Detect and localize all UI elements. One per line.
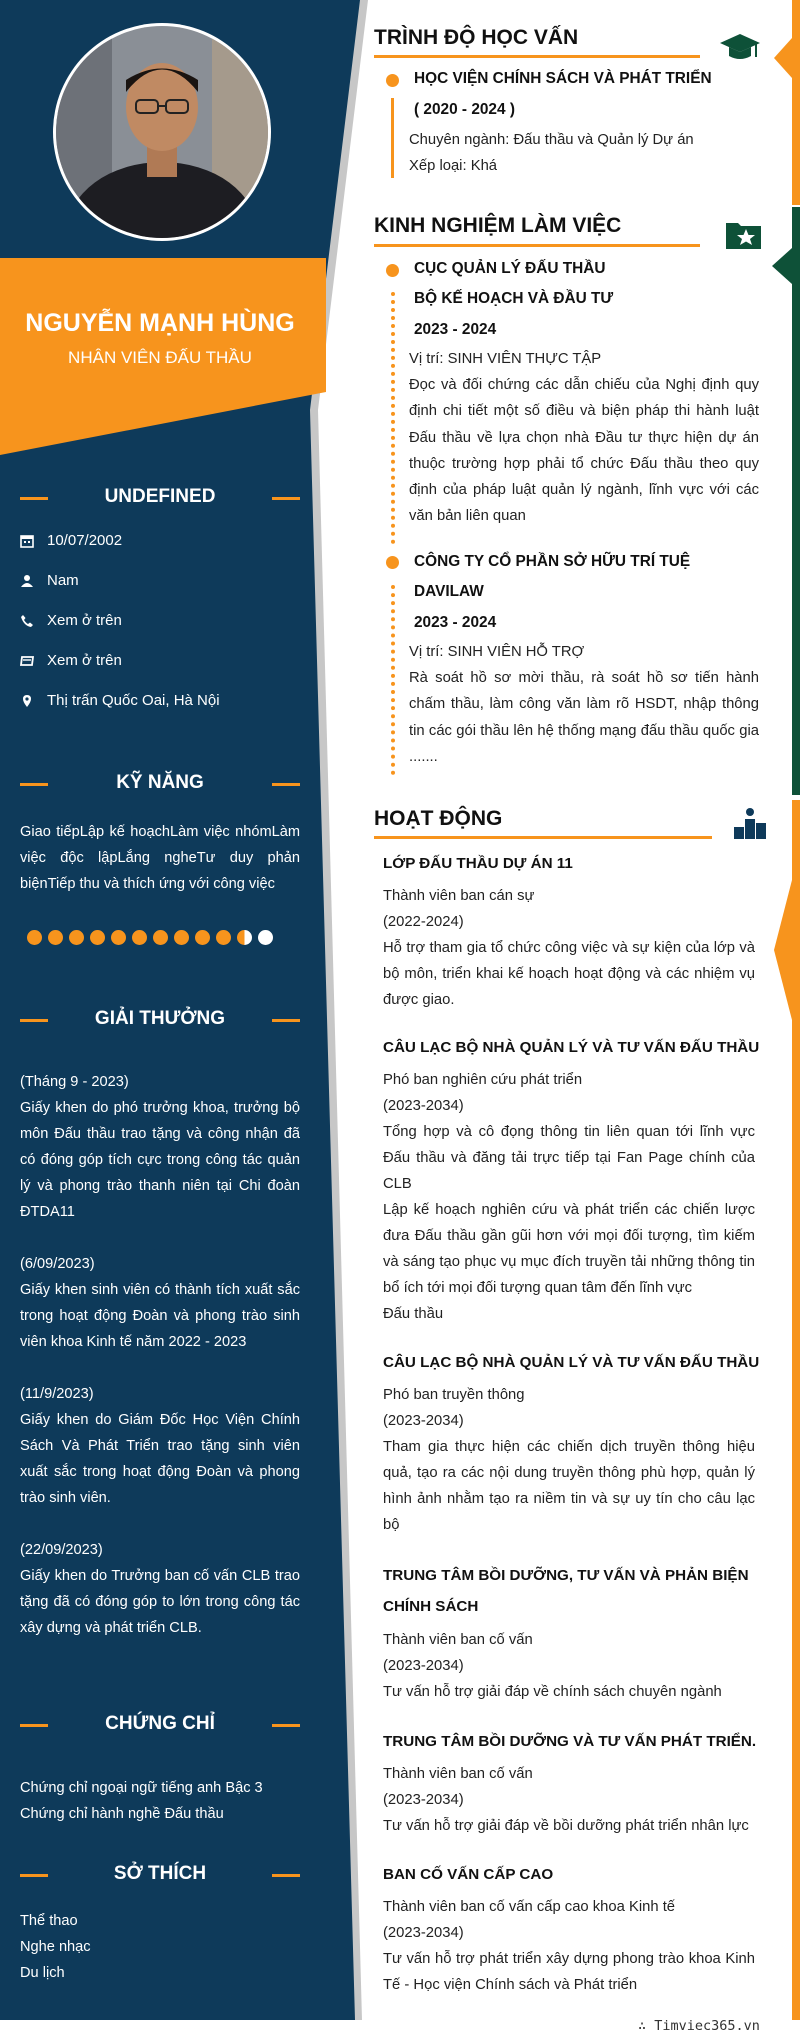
right-ornament-1: [792, 0, 800, 205]
certificate-item: Chứng chỉ hành nghề Đấu thầu: [20, 1806, 224, 1822]
activity-description: Lập kế hoạch nghiên cứu và phát triển các chiến lược đưa Đấu thầu gần gũi hơn với mọi đối tượng, tìm kiếm và sáng tạo phục vụ mục đích truyền tải những thông tin bổ ích tới mọi đối tượng quan tâm đến lĩnh vực: [383, 1202, 755, 1296]
podium-icon: [730, 805, 770, 841]
activity-2: [383, 1067, 755, 1327]
title-decor-left: [20, 497, 48, 500]
activity-3: [383, 1382, 755, 1538]
activities-section-title: HOẠT ĐỘNG: [374, 807, 503, 830]
hobby-item: Thể thao: [20, 1913, 78, 1929]
award-item-3: [20, 1381, 300, 1511]
activity-period: (2022-2024): [383, 914, 464, 930]
hobbies-list: [20, 1908, 300, 1986]
award-date: (22/09/2023): [20, 1542, 103, 1558]
folder-star-icon: [724, 217, 764, 253]
skill-dot: [90, 930, 105, 945]
location-icon: [20, 694, 34, 708]
award-date: (Tháng 9 - 2023): [20, 1074, 129, 1090]
activity-name: TRUNG TÂM BỒI DƯỠNG, TƯ VẤN VÀ PHẢN BIỆN CHÍNH SÁCH: [383, 1567, 749, 1615]
activity-name: LỚP ĐẤU THẦU DỰ ÁN 11: [383, 855, 573, 872]
skill-dot: [237, 930, 252, 945]
info-gender: [20, 571, 310, 591]
email-icon: [20, 654, 34, 668]
timeline-bullet: [386, 556, 399, 569]
hobbies-title-text: SỞ THÍCH: [113, 1863, 207, 1884]
activity-description: Tư vấn hỗ trợ giải đáp về chính sách chuyên ngành: [383, 1684, 722, 1700]
experience-underline: [374, 244, 700, 247]
avatar: [52, 22, 272, 242]
activities-underline: [374, 836, 712, 839]
skill-dot: [132, 930, 147, 945]
activity-description: Tham gia thực hiện các chiến dịch truyền thông hiệu quả, tạo ra các nội dung truyền thông phù hợp, quản lý hình ảnh nhằm tạo ra niềm tin và sự uy tín cho câu lạc bộ: [383, 1439, 755, 1533]
activity-description: Đấu thầu: [383, 1306, 444, 1322]
skill-dot: [258, 930, 273, 945]
experience-org: CÔNG TY CỔ PHẦN SỞ HỮU TRÍ TUỆ: [414, 553, 691, 570]
info-address: [20, 691, 310, 711]
personal-section-title: [18, 486, 302, 508]
right-ornament-3-tip: [774, 880, 792, 1020]
activity-name: CÂU LẠC BỘ NHÀ QUẢN LÝ VÀ TƯ VẤN ĐẤU THẦU: [383, 1039, 760, 1056]
skill-dot: [174, 930, 189, 945]
experience-timeline-dots: [391, 585, 399, 775]
certificate-item: Chứng chỉ ngoại ngữ tiếng anh Bậc 3: [20, 1780, 263, 1796]
certificates-section-title: [18, 1713, 302, 1735]
title-decor-right: [272, 783, 300, 786]
certificates-list: [20, 1775, 300, 1827]
skill-rating: [27, 930, 287, 946]
calendar-icon: [20, 534, 34, 548]
right-ornament-2: [792, 207, 800, 795]
activity-period: (2023-2034): [383, 1098, 464, 1114]
info-phone: [20, 611, 310, 631]
graduation-cap-icon: [720, 30, 760, 66]
activity-name: CÂU LẠC BỘ NHÀ QUẢN LÝ VÀ TƯ VẤN ĐẤU THẦU: [383, 1354, 760, 1371]
right-ornament-2-tip: [772, 248, 792, 284]
award-text: Giấy khen do Giám Đốc Học Viện Chính Sách Và Phát Triển trao tặng sinh viên xuất sắc trong hoạt động Đoàn và phong trào sinh viên.: [20, 1412, 300, 1506]
experience-org-sub: DAVILAW: [414, 583, 484, 600]
dots-icon: ∴: [638, 2018, 655, 2034]
right-ornament-3: [792, 800, 800, 2020]
skill-dot: [69, 930, 84, 945]
education-major: Chuyên ngành: Đấu thầu và Quản lý Dự án: [409, 132, 694, 148]
awards-title-text: GIẢI THƯỞNG: [94, 1008, 226, 1029]
experience-position: Vị trí: SINH VIÊN THỰC TẬP: [409, 351, 602, 367]
timeline-bullet: [386, 264, 399, 277]
activity-name: TRUNG TÂM BỒI DƯỠNG VÀ TƯ VẤN PHÁT TRIỂN.: [383, 1733, 757, 1750]
title-decor-left: [20, 1874, 48, 1877]
activity-role: Thành viên ban cố vấn cấp cao khoa Kinh tế: [383, 1899, 676, 1915]
footer-brand: [638, 2018, 760, 2034]
education-section-title: TRÌNH ĐỘ HỌC VẤN: [374, 26, 579, 49]
phone-icon: [20, 614, 34, 628]
award-text: Giấy khen do phó trưởng khoa, trưởng bộ môn Đấu thầu trao tặng và công nhận đã có đóng góp tích cực trong công tác quản lý và phong trào thanh niên tại Chi đoàn ĐTDA11: [20, 1100, 300, 1220]
info-birthdate: [20, 531, 310, 551]
gender-text: Nam: [47, 572, 79, 589]
education-timeline-line: [391, 98, 394, 178]
activity-role: Phó ban truyền thông: [383, 1387, 525, 1403]
skill-dot: [27, 930, 42, 945]
experience-timeline-dots: [391, 292, 399, 544]
activity-description: Tổng hợp và cô đọng thông tin liên quan tới lĩnh vực Đấu thầu và đăng tải trực tiếp tại Fan Page chính của CLB: [383, 1124, 755, 1192]
experience-description: Đọc và đối chứng các dẫn chiếu của Nghị định quy định chi tiết một số điều và biện pháp thi hành luật Đấu thầu về lựa chọn nhà Đầu tư thực hiện dự án thuộc trường hợp phải tổ chức Đấu thầu theo quy định của pháp luật quản lý ngành, lĩnh vực với các văn bản liên quan: [409, 377, 759, 525]
info-email: [20, 651, 310, 671]
activity-6: [383, 1894, 755, 1998]
experience-org: CỤC QUẢN LÝ ĐẤU THẦU: [414, 260, 606, 277]
certificates-title-text: CHỨNG CHỈ: [105, 1713, 215, 1734]
experience-position: Vị trí: SINH VIÊN HỖ TRỢ: [409, 644, 585, 660]
activity-description: Tư vấn hỗ trợ phát triển xây dựng phong trào khoa Kinh Tế - Học viện Chính sách và Phát triển: [383, 1951, 755, 1993]
activity-role: Thành viên ban cố vấn: [383, 1632, 533, 1648]
skill-dot: [195, 930, 210, 945]
title-decor-right: [272, 1019, 300, 1022]
awards-section-title: [18, 1008, 302, 1030]
profile-role: NHÂN VIÊN ĐẤU THẦU: [68, 348, 252, 367]
award-text: Giấy khen sinh viên có thành tích xuất sắc trong hoạt động Đoàn và phong trào sinh viên khoa Kinh tế năm 2022 - 2023: [20, 1282, 300, 1350]
hobbies-section-title: [18, 1863, 302, 1885]
activity-role: Phó ban nghiên cứu phát triển: [383, 1072, 583, 1088]
activity-5: [383, 1761, 755, 1839]
phone-text: Xem ở trên: [47, 612, 122, 629]
hobby-item: Du lịch: [20, 1965, 65, 1981]
award-item-2: [20, 1251, 300, 1355]
footer-brand-text: Timviec365.vn: [654, 2018, 760, 2034]
title-decor-left: [20, 783, 48, 786]
education-period: ( 2020 - 2024 ): [414, 101, 515, 118]
experience-org-sub: BỘ KẾ HOẠCH VÀ ĐẦU TƯ: [414, 290, 614, 307]
timeline-bullet: [386, 74, 399, 87]
title-decor-right: [272, 1874, 300, 1877]
experience-description: Rà soát hồ sơ mời thầu, rà soát hồ sơ tiến hành chấm thầu, làm công văn làm rõ HSDT, nhập thông tin các gói thầu lên hệ thống mạng đấu thầu quốc gia .......: [409, 670, 759, 765]
education-underline: [374, 55, 700, 58]
title-decor-right: [272, 497, 300, 500]
award-item-4: [20, 1537, 300, 1641]
experience-period: 2023 - 2024: [414, 321, 497, 338]
skill-dot: [153, 930, 168, 945]
profile-name: NGUYỄN MẠNH HÙNG: [25, 309, 295, 337]
title-decor-right: [272, 1724, 300, 1727]
experience-period: 2023 - 2024: [414, 614, 497, 631]
title-decor-left: [20, 1724, 48, 1727]
activity-name: BAN CỐ VẤN CẤP CAO: [383, 1866, 554, 1883]
user-icon: [20, 574, 34, 588]
education-school: HỌC VIỆN CHÍNH SÁCH VÀ PHÁT TRIỂN: [414, 70, 712, 87]
skill-dot: [48, 930, 63, 945]
skills-section-title: [18, 772, 302, 794]
award-item-1: [20, 1069, 300, 1225]
skills-text: Giao tiếpLập kế hoạchLàm việc nhómLàm việc độc lậpLắng ngheTư duy phản biệnTiếp thu và thích ứng với công việc: [20, 824, 300, 892]
activity-role: Thành viên ban cán sự: [383, 888, 535, 904]
activity-role: Thành viên ban cố vấn: [383, 1766, 533, 1782]
experience-section-title: KINH NGHIỆM LÀM VIỆC: [374, 214, 622, 237]
skills-title-text: KỸ NĂNG: [116, 772, 204, 793]
right-ornament-1-tip: [774, 38, 792, 78]
activity-period: (2023-2034): [383, 1413, 464, 1429]
email-text: Xem ở trên: [47, 652, 122, 669]
address-text: Thị trấn Quốc Oai, Hà Nội: [47, 692, 220, 709]
skill-dot: [111, 930, 126, 945]
activity-period: (2023-2034): [383, 1658, 464, 1674]
title-decor-left: [20, 1019, 48, 1022]
personal-title-text: UNDEFINED: [104, 486, 216, 507]
award-date: (11/9/2023): [20, 1386, 94, 1402]
education-rank: Xếp loại: Khá: [409, 158, 498, 174]
activity-period: (2023-2034): [383, 1925, 464, 1941]
activity-period: (2023-2034): [383, 1792, 464, 1808]
activity-4: [383, 1627, 755, 1705]
skill-dot: [216, 930, 231, 945]
birthdate-text: 10/07/2002: [47, 532, 123, 549]
activity-description: Hỗ trợ tham gia tổ chức công việc và sự kiện của lớp và bộ môn, triển khai kế hoạch hoạt động và các nhiệm vụ được giao.: [383, 940, 755, 1008]
hobby-item: Nghe nhạc: [20, 1939, 91, 1955]
activity-1: [383, 883, 755, 1013]
award-date: (6/09/2023): [20, 1256, 95, 1272]
award-text: Giấy khen do Trưởng ban cố vấn CLB trao tặng đã có đóng góp to lớn trong công tác xây dựng và phát triển CLB.: [20, 1568, 300, 1636]
activity-description: Tư vấn hỗ trợ giải đáp về bồi dưỡng phát triển nhân lực: [383, 1818, 749, 1834]
